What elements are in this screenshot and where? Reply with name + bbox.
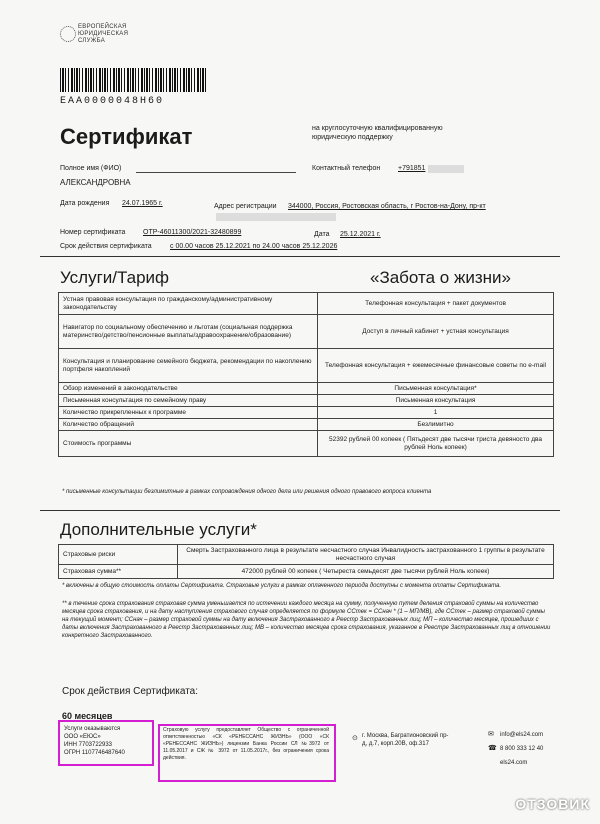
validity-period-label: Срок действия Сертификата: <box>62 686 199 697</box>
watermark: ОТЗОВИК <box>515 796 590 812</box>
provider-info: Услуги оказываются ООО «ЕЮС» ИНН 7703722933 ОГРН 1107746487640 <box>64 726 125 756</box>
insurance-table <box>58 544 554 579</box>
service-value: Телефонная консультация + пакет документов <box>318 293 554 315</box>
services-footnote: * письменные консультации безлимитные в рамках сопровождения одного дела или решения одного правового вопроса клиента <box>62 489 432 495</box>
address-label: Адрес регистрации <box>214 203 277 210</box>
service-name: Обзор изменений в законодательстве <box>59 383 318 395</box>
table-row <box>59 419 554 431</box>
service-name: Письменная консультация по семейному праву <box>59 395 318 407</box>
birth-value: 24.07.1965 г. <box>122 200 163 207</box>
company-email: info@els24.com <box>500 732 544 738</box>
additional-heading: Дополнительные услуги* <box>60 520 257 539</box>
company-phone: 8 800 333 12 40 <box>500 746 544 752</box>
table-row <box>59 407 554 419</box>
date-label: Дата <box>314 231 330 238</box>
service-name: Стоимость программы <box>59 431 318 457</box>
table-row <box>59 395 554 407</box>
validity-value: с 00.00 часов 25.12.2021 по 24.00 часов 25.12.2026 <box>170 243 338 250</box>
redacted <box>216 213 336 221</box>
additional-note-2: ** в течение срока страхования страховая сумма уменьшается по истечении каждого месяца на сумму, полученную путем деления страховой суммы на количество месяцев срока страхования, и на дату наступления страхового случая определяется по формуле ССтек = ССнач * (1 – МП/МВ), где ССтек – размер страховой суммы на текущий момент; ССнач – размер страховой суммы на дату включения Застрахованного в Реестр Застрахованных лиц; МП – количество месяцев, прошедших с даты включения Застрахованного в Реестр Застрахованных лиц; МВ – количество месяцев срока страхования, указанное в Реестре Застрахованных лиц в отношении конкретного Застрахованного. <box>62 601 551 639</box>
risks-value: Смерть Застрахованного лица в результате несчастного случая Инвалидность застрахованного 1 группы в результате несчастного случая <box>178 545 554 565</box>
service-value: Письменная консультация <box>318 395 554 407</box>
sum-value: 472000 рублей 00 копеек ( Четыреста семьдесят две тысячи рублей Ноль копеек) <box>178 565 554 579</box>
service-value: Телефонная консультация + ежемесячные финансовые советы по e-mail <box>318 349 554 383</box>
risks-label: Страховые риски <box>59 545 178 565</box>
mail-icon: ✉ <box>488 731 494 738</box>
divider <box>40 256 560 257</box>
service-value: Письменная консультация* <box>318 383 554 395</box>
validity-period-value: 60 месяцев <box>62 711 113 721</box>
fio-value: АЛЕКСАНДРОВНА <box>60 178 131 187</box>
table-row <box>59 565 554 579</box>
logo: ЕВРОПЕЙСКАЯ ЮРИДИЧЕСКАЯ СЛУЖБА <box>78 24 129 44</box>
phone-label: Контактный телефон <box>312 165 381 172</box>
service-name: Устная правовая консультация по гражданскому/административному законодательству <box>59 293 318 315</box>
barcode-number: EAA0000048H60 <box>60 96 165 107</box>
table-row <box>59 349 554 383</box>
sum-label: Страховая сумма** <box>59 565 178 579</box>
service-name: Консультация и планирование семейного бюджета, рекомендации по накоплению портфеля накоплений <box>59 349 318 383</box>
company-site: els24.com <box>500 760 528 766</box>
services-table <box>58 292 554 457</box>
redacted <box>428 165 464 173</box>
table-row <box>59 383 554 395</box>
logo-stars-icon <box>60 26 76 42</box>
barcode <box>60 68 208 92</box>
insurance-info: Страховую услугу предоставляет Общество с ограниченной ответственностью «СК «РЕНЕССАНС ЖИЗНЬ» (ООО «СК «РЕНЕССАНС ЖИЗНЬ») лицензии Банка России СЛ №3972 от 11.05.2017 и СЖ № 3972 от 11.05.2017г., без ограничения срока действия. <box>163 727 329 761</box>
services-heading: Услуги/Тариф <box>60 268 170 287</box>
table-row <box>59 545 554 565</box>
cert-number-value: OTP-46011300/2021-32480899 <box>143 229 242 236</box>
address-value: 344000, Россия, Ростовская область, г Ростов-на-Дону, пр-кт <box>288 203 486 210</box>
birth-label: Дата рождения <box>60 200 110 207</box>
subtitle: на круглосуточную квалифицированную юридическую поддержку <box>312 125 443 141</box>
service-name: Количество обращений <box>59 419 318 431</box>
location-icon: ⊙ <box>352 735 358 742</box>
service-value: Доступ в личный кабинет + устная консультация <box>318 315 554 349</box>
fio-underline <box>136 172 296 173</box>
service-value: 52392 рублей 00 копеек ( Пятьдесят две тысячи триста девяносто два рублей Ноль копеек) <box>318 431 554 457</box>
phone-value: +791851 <box>398 165 426 172</box>
divider <box>40 510 560 511</box>
tariff-name: «Забота о жизни» <box>370 268 511 287</box>
additional-note-1: * включены в общую стоимость оплаты Сертификата. Страховые услуги в рамках оплаченного периода доступны с момента оплаты Сертификата. <box>62 583 502 589</box>
fio-label: Полное имя (ФИО) <box>60 165 122 172</box>
table-row <box>59 431 554 457</box>
phone-icon: ☎ <box>488 745 497 752</box>
validity-label: Срок действия сертификата <box>60 243 152 250</box>
page-title: Сертификат <box>60 124 193 149</box>
service-name: Навигатор по социальному обеспечению и льготам (социальная поддержка материнство/детство/пенсионные выплаты/здравоохранение/образование) <box>59 315 318 349</box>
cert-number-label: Номер сертификата <box>60 229 126 236</box>
company-address: г. Москва, Багратионовский пр- д, д.7, корп.20В, оф.317 <box>362 733 449 747</box>
table-row <box>59 315 554 349</box>
table-row <box>59 293 554 315</box>
service-value: Безлимитно <box>318 419 554 431</box>
service-name: Количество прикрепленных к программе <box>59 407 318 419</box>
service-value: 1 <box>318 407 554 419</box>
date-value: 25.12.2021 г. <box>340 231 381 238</box>
